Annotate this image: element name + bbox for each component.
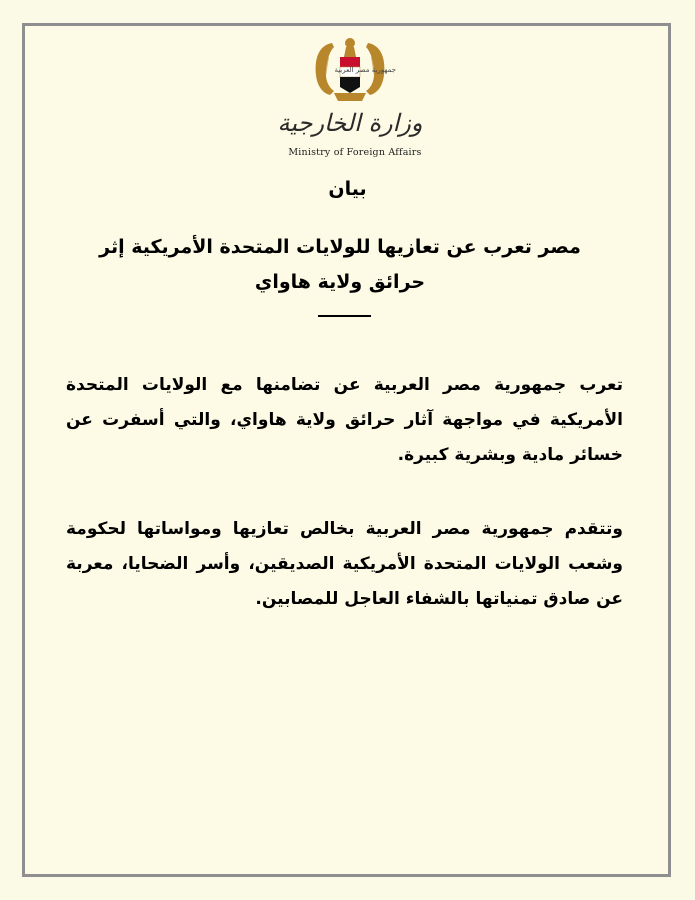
letterhead-country-name: جمهورية مصر العربية <box>334 66 396 74</box>
title-separator <box>318 315 371 317</box>
body-paragraph-1: تعرب جمهورية مصر العربية عن تضامنها مع الولايات المتحدة الأمريكية في مواجهة آثار حرائق ولاية هاواي، والتي أسفرت عن خسائر مادية وبشرية كبيرة. <box>66 375 623 465</box>
ministry-letterhead <box>270 35 430 165</box>
letterhead-arabic-name: وزارة الخارجية <box>277 109 423 137</box>
statement-headline: مصر تعرب عن تعازيها للولايات المتحدة الأمريكية إثر حرائق ولاية هاواي <box>99 236 581 293</box>
body-paragraph-2: وتتقدم جمهورية مصر العربية بخالص تعازيها ومواساتها لحكومة وشعب الولايات المتحدة الأمريكية الصديقين، وأسر الضحايا، معربة عن صادق تمنياتها بالشفاء العاجل للمصابين. <box>66 519 623 609</box>
document-type-title: بيان <box>328 178 367 200</box>
letterhead-english-name: Ministry of Foreign Affairs <box>288 147 422 158</box>
